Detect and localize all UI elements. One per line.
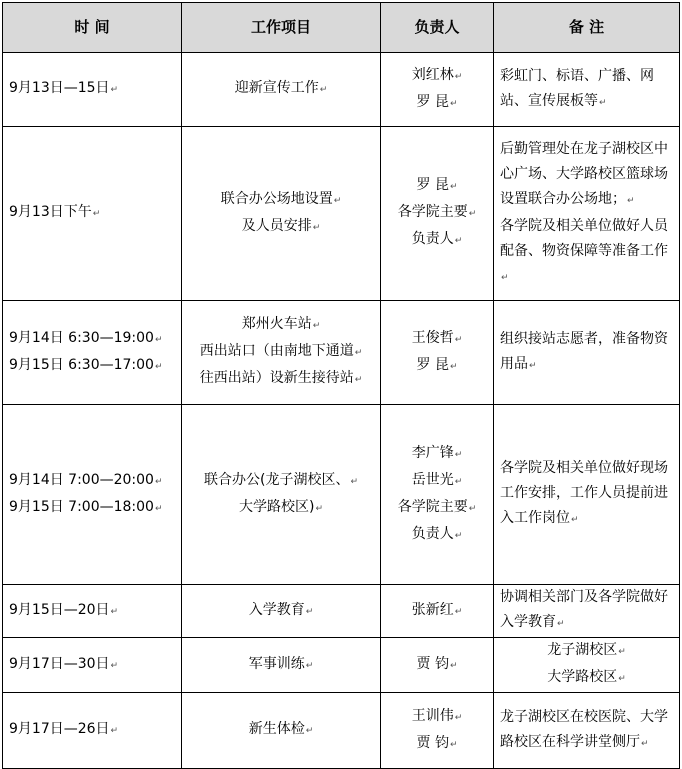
- note-line: 彩虹门、标语、广播、网站、宣传展板等↵: [500, 67, 654, 109]
- paragraph-mark-icon: ↵: [454, 476, 463, 487]
- cell-note: [494, 693, 680, 769]
- time-line: 9月15日 6:30—17:00↵: [9, 356, 163, 373]
- cell-owner: [381, 301, 494, 405]
- owner-line: 负责人↵: [411, 231, 463, 247]
- time-line: 9月14日 6:30—19:00↵: [9, 329, 163, 346]
- schedule-table: [2, 2, 680, 769]
- cell-time: [3, 638, 182, 693]
- table-row: [3, 405, 680, 585]
- time-line: 9月15日—20日↵: [9, 601, 119, 618]
- paragraph-mark-icon: ↵: [454, 530, 463, 541]
- owner-line: 贾 钧↵: [416, 734, 458, 751]
- header-owner: 负责人: [381, 3, 494, 53]
- note-line: 各学院及相关单位做好人员配备、物资保障等准备工作↵: [500, 217, 668, 283]
- note-line: 后勤管理处在龙子湖校区中心广场、大学路校区篮球场设置联合办公场地；↵: [500, 140, 668, 207]
- cell-time: [3, 405, 182, 585]
- item-line: 郑州火车站↵: [241, 316, 321, 332]
- header-item: 工作项目: [182, 3, 381, 53]
- paragraph-mark-icon: ↵: [110, 660, 119, 671]
- note-line: 龙子湖校区↵: [547, 642, 626, 658]
- paragraph-mark-icon: ↵: [618, 674, 626, 684]
- owner-line: 王训伟↵: [411, 707, 463, 724]
- owner-line: 各学院主要↵: [397, 498, 477, 515]
- paragraph-mark-icon: ↵: [627, 195, 635, 206]
- paragraph-mark-icon: ↵: [110, 85, 119, 95]
- paragraph-mark-icon: ↵: [529, 360, 537, 371]
- cell-owner: [381, 585, 494, 638]
- table-row: [3, 585, 680, 638]
- paragraph-mark-icon: ↵: [468, 503, 477, 514]
- cell-owner: [381, 693, 494, 769]
- cell-owner: [381, 127, 494, 301]
- paragraph-mark-icon: ↵: [618, 647, 626, 657]
- owner-line: 罗 昆↵: [416, 93, 458, 110]
- item-line: 军事训练↵: [248, 655, 314, 672]
- paragraph-mark-icon: ↵: [449, 739, 458, 750]
- paragraph-mark-icon: ↵: [154, 334, 163, 345]
- note-line: 各学院及相关单位做好现场工作安排，工作人员提前进入工作岗位↵: [500, 460, 668, 526]
- paragraph-mark-icon: ↵: [454, 71, 463, 82]
- table-row: [3, 693, 680, 769]
- time-line: 9月14日 7:00—20:00↵: [9, 471, 163, 488]
- paragraph-mark-icon: ↵: [454, 449, 463, 460]
- paragraph-mark-icon: ↵: [501, 272, 509, 283]
- paragraph-mark-icon: ↵: [312, 321, 321, 331]
- paragraph-mark-icon: ↵: [454, 606, 463, 617]
- paragraph-mark-icon: ↵: [92, 209, 101, 219]
- cell-note: [494, 127, 680, 301]
- item-line: 联合办公(龙子湖校区、↵: [203, 471, 358, 488]
- owner-line: 张新红↵: [411, 601, 463, 618]
- cell-item: [182, 301, 381, 405]
- cell-owner: [381, 53, 494, 127]
- item-line: 联合办公场地设置↵: [220, 190, 342, 207]
- owner-line: 岳世光↵: [411, 471, 463, 488]
- time-line: 9月13日下午↵: [9, 204, 101, 220]
- owner-line: 贾 钧↵: [416, 655, 458, 672]
- item-line: 西出站口（由南地下通道↵: [199, 343, 363, 359]
- cell-time: [3, 127, 182, 301]
- cell-note: [494, 53, 680, 127]
- paragraph-mark-icon: ↵: [350, 476, 358, 487]
- item-line: 迎新宣传工作↵: [234, 80, 328, 96]
- paragraph-mark-icon: ↵: [468, 209, 477, 219]
- paragraph-mark-icon: ↵: [641, 738, 649, 749]
- paragraph-mark-icon: ↵: [305, 726, 314, 736]
- cell-owner: [381, 638, 494, 693]
- paragraph-mark-icon: ↵: [454, 334, 463, 345]
- paragraph-mark-icon: ↵: [599, 97, 607, 108]
- time-line: 9月17日—26日↵: [9, 721, 119, 737]
- paragraph-mark-icon: ↵: [454, 236, 463, 246]
- item-line: 及人员安排↵: [241, 217, 321, 234]
- cell-time: [3, 53, 182, 127]
- paragraph-mark-icon: ↵: [557, 619, 565, 629]
- table-row: [3, 638, 680, 693]
- paragraph-mark-icon: ↵: [305, 660, 314, 671]
- cell-item: [182, 693, 381, 769]
- item-line: 往西出站）设新生接待站↵: [199, 370, 363, 386]
- paragraph-mark-icon: ↵: [449, 660, 458, 671]
- paragraph-mark-icon: ↵: [354, 348, 363, 358]
- note-line: 协调相关部门及各学院做好入学教育↵: [500, 589, 668, 630]
- owner-line: 罗 昆↵: [416, 177, 458, 193]
- owner-line: 李广锋↵: [411, 444, 463, 461]
- paragraph-mark-icon: ↵: [154, 361, 163, 372]
- owner-line: 王俊哲↵: [411, 329, 463, 346]
- cell-item: [182, 127, 381, 301]
- owner-line: 刘红林↵: [411, 66, 463, 83]
- cell-note: [494, 585, 680, 638]
- note-line: 组织接站志愿者，准备物资用品↵: [500, 330, 668, 372]
- cell-item: [182, 405, 381, 585]
- cell-time: [3, 585, 182, 638]
- paragraph-mark-icon: ↵: [354, 375, 363, 385]
- cell-note: [494, 638, 680, 693]
- cell-time: [3, 693, 182, 769]
- paragraph-mark-icon: ↵: [315, 503, 323, 514]
- header-note: 备 注: [494, 3, 680, 53]
- item-line: 大学路校区)↵: [238, 498, 323, 515]
- paragraph-mark-icon: ↵: [305, 606, 314, 617]
- paragraph-mark-icon: ↵: [449, 98, 458, 109]
- paragraph-mark-icon: ↵: [319, 85, 328, 95]
- table-row: [3, 53, 680, 127]
- cell-item: [182, 638, 381, 693]
- paragraph-mark-icon: ↵: [449, 361, 458, 372]
- paragraph-mark-icon: ↵: [454, 712, 463, 723]
- note-line: 大学路校区↵: [547, 669, 626, 685]
- cell-item: [182, 585, 381, 638]
- time-line: 9月13日—15日↵: [9, 80, 119, 96]
- time-line: 9月17日—30日↵: [9, 655, 119, 672]
- time-line: 9月15日 7:00—18:00↵: [9, 498, 163, 515]
- paragraph-mark-icon: ↵: [449, 182, 458, 192]
- paragraph-mark-icon: ↵: [312, 222, 321, 233]
- owner-line: 负责人↵: [411, 525, 463, 542]
- table-row: [3, 127, 680, 301]
- paragraph-mark-icon: ↵: [333, 195, 342, 206]
- cell-note: [494, 301, 680, 405]
- owner-line: 各学院主要↵: [397, 204, 477, 220]
- paragraph-mark-icon: ↵: [154, 476, 163, 487]
- item-line: 新生体检↵: [248, 721, 314, 737]
- cell-item: [182, 53, 381, 127]
- item-line: 入学教育↵: [248, 601, 314, 618]
- header-row: [3, 3, 680, 53]
- owner-line: 罗 昆↵: [416, 356, 458, 373]
- table-row: [3, 301, 680, 405]
- paragraph-mark-icon: ↵: [110, 606, 119, 617]
- cell-time: [3, 301, 182, 405]
- paragraph-mark-icon: ↵: [571, 515, 579, 525]
- paragraph-mark-icon: ↵: [110, 726, 119, 736]
- paragraph-mark-icon: ↵: [154, 503, 163, 514]
- header-time: 时 间: [3, 3, 182, 53]
- cell-owner: [381, 405, 494, 585]
- note-line: 龙子湖校区在校医院、大学路校区在科学讲堂侧厅↵: [500, 708, 668, 750]
- cell-note: [494, 405, 680, 585]
